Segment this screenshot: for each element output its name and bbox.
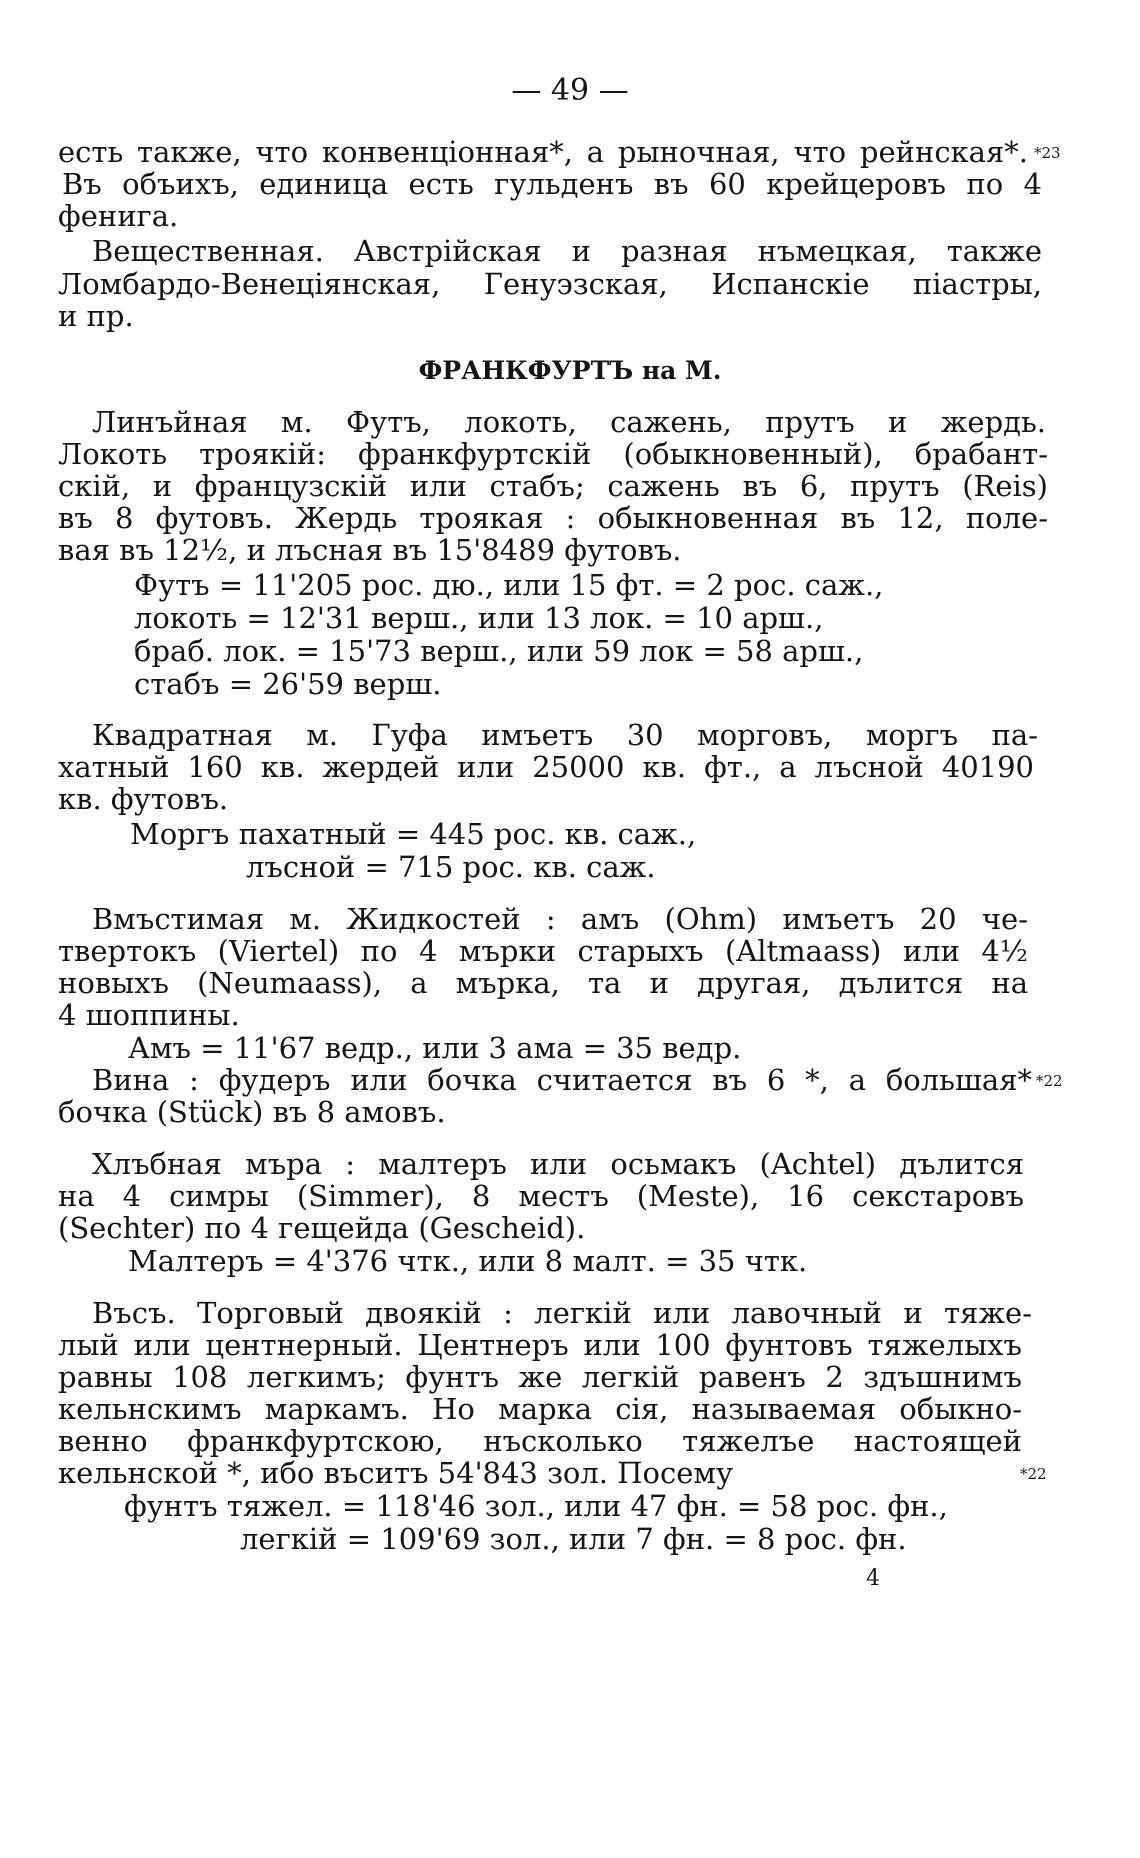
- text-line: 4 шоппины.: [58, 998, 240, 1032]
- text-line: Вина : фудеръ или бочка считается въ 6 *, а большая*: [92, 1063, 1032, 1097]
- formula-line: локоть = 12'31 верш., или 13 лок. = 10 арш.,: [134, 601, 824, 635]
- text-line: Вещественная. Австрійская и разная нъмецкая, также: [92, 234, 1042, 268]
- formula-line: легкій = 109'69 зол., или 7 фн. = 8 рос. фн.: [240, 1522, 907, 1556]
- text-line: Ломбардо-Венеціянская, Генуэзская, Испанскіе піастры,: [58, 267, 1042, 301]
- text-line: кельнскимъ маркамъ. Но марка сія, называемая обыкно-: [58, 1392, 1022, 1426]
- text-line: хатный 160 кв. жердей или 25000 кв. фт., а лъсной 40190: [58, 750, 1034, 784]
- text-line: равны 108 легкимъ; фунтъ же легкій равенъ 2 здъшнимъ: [58, 1360, 1022, 1394]
- text-line: Въ объихъ, единица есть гульденъ въ 60 крейцеровъ по 4: [62, 167, 1042, 201]
- text-line: есть также, что конвенціонная*, а рыночная, что рейнская*.: [58, 135, 1028, 169]
- formula-line: Малтеръ = 4'376 чтк., или 8 малт. = 35 чтк.: [128, 1244, 808, 1278]
- text-line: Локоть троякій: франкфуртскій (обыкновенный), брабант-: [58, 437, 1048, 471]
- formula-line: стабъ = 26'59 верш.: [134, 667, 442, 701]
- formula-line: Амъ = 11'67 ведр., или 3 ама = 35 ведр.: [128, 1031, 742, 1065]
- margin-note: *22: [1036, 1072, 1063, 1090]
- text-line: въ 8 футовъ. Жердь троякая : обыкновенная въ 12, поле-: [58, 501, 1048, 535]
- text-line: фенига.: [58, 199, 179, 233]
- page-number: — 49 —: [511, 73, 629, 108]
- text-line: кв. футовъ.: [58, 782, 229, 816]
- text-line: скій, и французскій или стабъ; сажень въ 6, прутъ (Reis): [58, 469, 1048, 503]
- section-heading: ФРАНКФУРТЪ на М.: [418, 356, 722, 385]
- text-line: кельнской *, ибо въситъ 54'843 зол. Посему: [58, 1456, 734, 1490]
- formula-line: лъсной = 715 рос. кв. саж.: [246, 850, 656, 884]
- formula-line: браб. лок. = 15'73 верш., или 59 лок = 58 арш.,: [134, 634, 864, 668]
- text-line: бочка (Stück) въ 8 амовъ.: [58, 1095, 446, 1129]
- text-line: новыхъ (Neumaass), а мърка, та и другая, дълится на: [58, 966, 1028, 1000]
- formula-line: Футъ = 11'205 рос. дю., или 15 фт. = 2 рос. саж.,: [134, 568, 884, 602]
- text-line: твертокъ (Viertel) по 4 мърки старыхъ (Altmaass) или 4½: [58, 934, 1028, 968]
- text-line: лый или центнерный. Центнеръ или 100 фунтовъ тяжелыхъ: [58, 1328, 1022, 1362]
- formula-line: фунтъ тяжел. = 118'46 зол., или 47 фн. = 58 рос. фн.,: [124, 1489, 948, 1523]
- text-line: венно франкфуртскою, нъсколько тяжелъе настоящей: [58, 1424, 1022, 1458]
- margin-note: *22: [1020, 1465, 1047, 1483]
- text-line: (Sechter) по 4 гещейда (Gescheid).: [58, 1211, 586, 1245]
- signature-mark: 4: [866, 1566, 880, 1591]
- text-line: Вмъстимая м. Жидкостей : амъ (Ohm) имъетъ 20 че-: [92, 902, 1028, 936]
- text-line: Линъйная м. Футъ, локоть, сажень, прутъ и жердь.: [92, 405, 1046, 439]
- text-line: Въсъ. Торговый двоякій : легкій или лавочный и тяже-: [92, 1296, 1032, 1330]
- margin-note: *23: [1034, 144, 1061, 162]
- formula-line: Моргъ пахатный = 445 рос. кв. саж.,: [130, 817, 697, 851]
- text-line: Квадратная м. Гуфа имъетъ 30 морговъ, моргъ па-: [92, 718, 1038, 752]
- text-line: Хлъбная мъра : малтеръ или осьмакъ (Achtel) дълится: [92, 1147, 1024, 1181]
- text-line: на 4 симры (Simmer), 8 местъ (Meste), 16 секстаровъ: [58, 1179, 1024, 1213]
- text-line: вая въ 12½, и лъсная въ 15'8489 футовъ.: [58, 533, 682, 567]
- text-line: и пр.: [58, 299, 134, 333]
